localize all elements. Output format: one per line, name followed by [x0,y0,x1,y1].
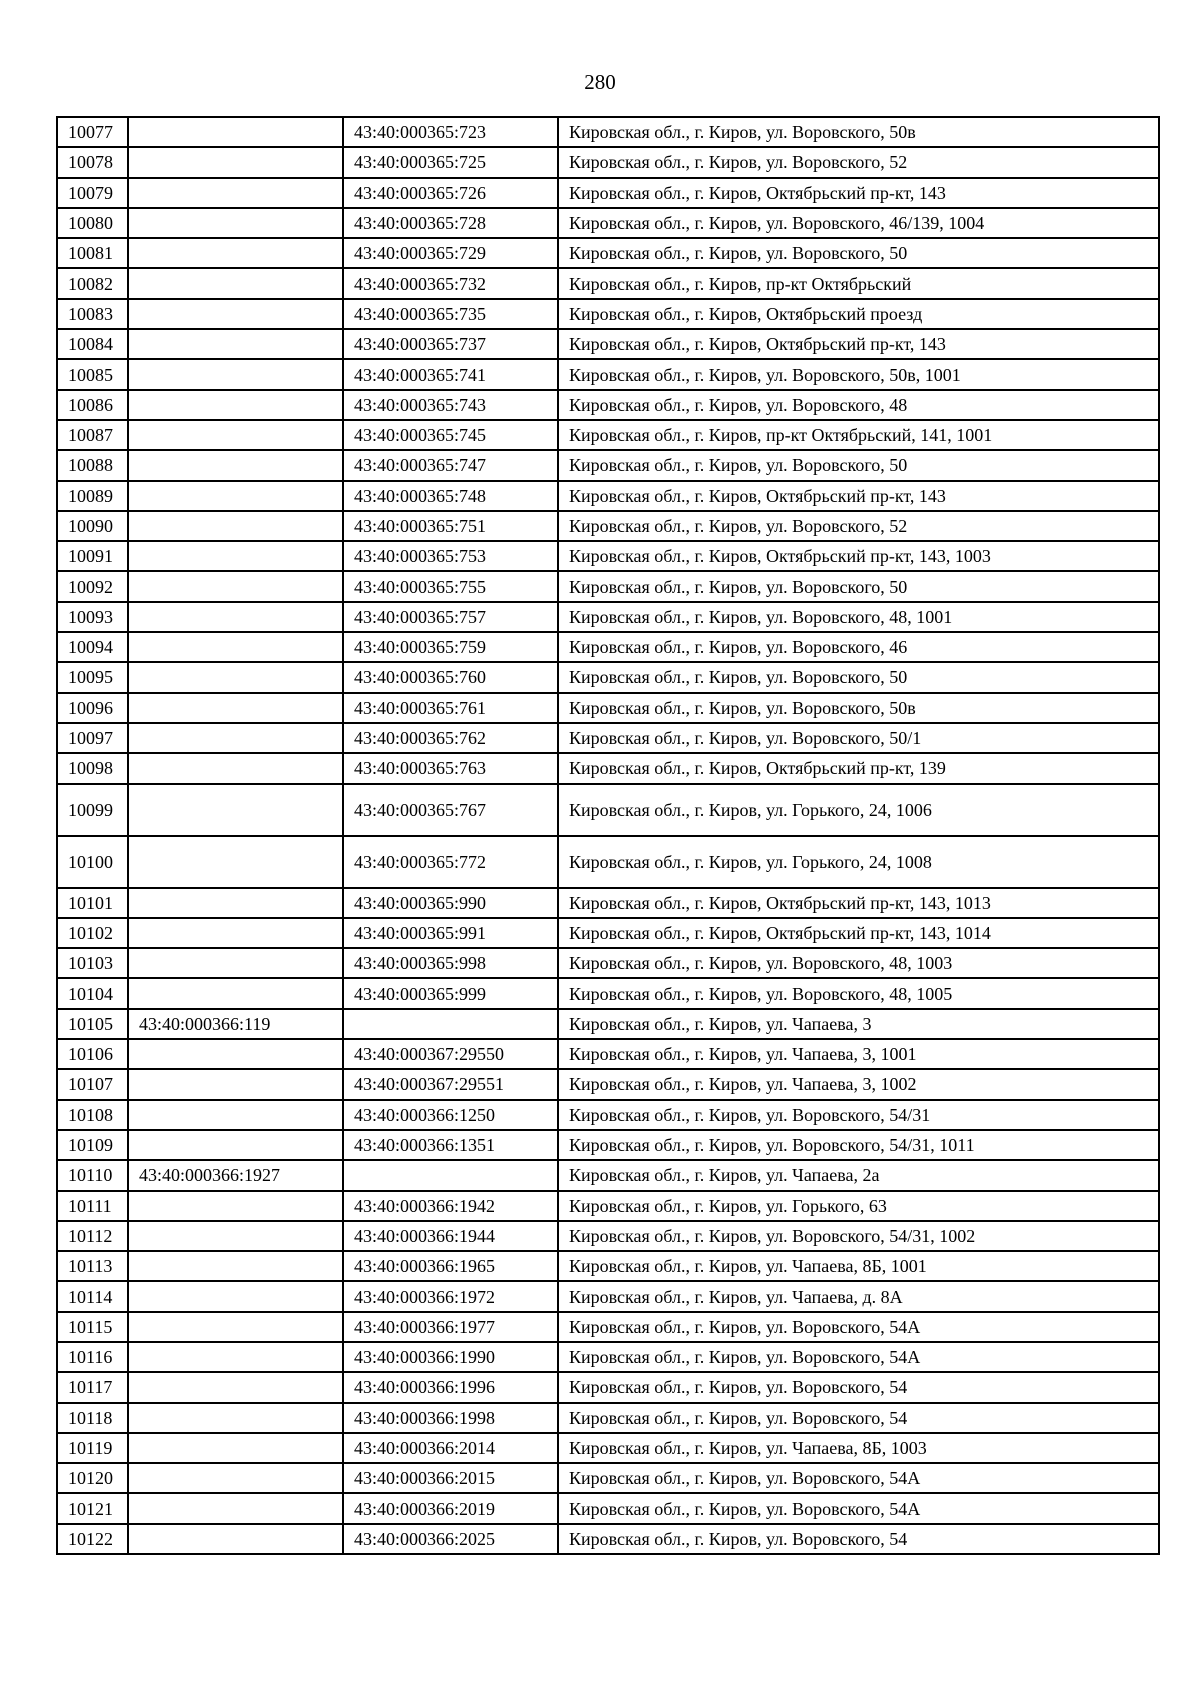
address-cell: Кировская обл., г. Киров, ул. Воровского, 50в [558,117,1159,147]
parcel-number-cell [128,359,343,389]
row-number-cell: 10114 [57,1281,128,1311]
parcel-number-cell [128,117,343,147]
parcel-number-cell [128,784,343,836]
table-row [57,784,1159,836]
parcel-number-cell [128,602,343,632]
table-row [57,390,1159,420]
table-row [57,948,1159,978]
table-row [57,268,1159,298]
object-number-cell: 43:40:000365:729 [343,238,558,268]
object-number-cell: 43:40:000365:755 [343,571,558,601]
parcel-number-cell [128,662,343,692]
address-cell: Кировская обл., г. Киров, ул. Чапаева, 3, 1002 [558,1069,1159,1099]
parcel-number-cell [128,390,343,420]
table-row [57,1069,1159,1099]
row-number-cell: 10083 [57,299,128,329]
parcel-number-cell [128,632,343,662]
page-number: 280 [584,70,616,94]
address-cell: Кировская обл., г. Киров, Октябрьский пр-кт, 143 [558,481,1159,511]
address-cell: Кировская обл., г. Киров, ул. Воровского, 46 [558,632,1159,662]
object-number-cell: 43:40:000365:759 [343,632,558,662]
object-number-cell: 43:40:000366:2014 [343,1433,558,1463]
table-row [57,602,1159,632]
parcel-number-cell [128,723,343,753]
parcel-number-cell [128,1191,343,1221]
row-number-cell: 10120 [57,1463,128,1493]
row-number-cell: 10117 [57,1372,128,1402]
table-row [57,117,1159,147]
object-number-cell: 43:40:000367:29551 [343,1069,558,1099]
address-cell: Кировская обл., г. Киров, Октябрьский пр-кт, 143, 1003 [558,541,1159,571]
address-cell: Кировская обл., г. Киров, ул. Воровского, 48 [558,390,1159,420]
object-number-cell: 43:40:000365:745 [343,420,558,450]
address-cell: Кировская обл., г. Киров, ул. Воровского, 54 [558,1524,1159,1554]
parcel-number-cell [128,1069,343,1099]
object-number-cell: 43:40:000365:735 [343,299,558,329]
address-cell: Кировская обл., г. Киров, ул. Чапаева, 8Б, 1001 [558,1251,1159,1281]
row-number-cell: 10079 [57,178,128,208]
row-number-cell: 10089 [57,481,128,511]
row-number-cell: 10092 [57,571,128,601]
address-cell: Кировская обл., г. Киров, ул. Воровского, 54А [558,1493,1159,1523]
object-number-cell: 43:40:000365:990 [343,888,558,918]
row-number-cell: 10107 [57,1069,128,1099]
address-cell: Кировская обл., г. Киров, ул. Воровского, 50 [558,571,1159,601]
parcel-number-cell [128,1281,343,1311]
row-number-cell: 10096 [57,693,128,723]
address-cell: Кировская обл., г. Киров, ул. Чапаева, д. 8А [558,1281,1159,1311]
table-row [57,1160,1159,1190]
object-number-cell: 43:40:000366:1942 [343,1191,558,1221]
address-cell: Кировская обл., г. Киров, ул. Воровского, 50в, 1001 [558,359,1159,389]
table-row [57,178,1159,208]
address-cell: Кировская обл., г. Киров, ул. Воровского, 54/31, 1002 [558,1221,1159,1251]
table-row [57,481,1159,511]
object-number-cell: 43:40:000365:732 [343,268,558,298]
address-cell: Кировская обл., г. Киров, ул. Чапаева, 8Б, 1003 [558,1433,1159,1463]
object-number-cell: 43:40:000366:1998 [343,1403,558,1433]
row-number-cell: 10115 [57,1312,128,1342]
address-cell: Кировская обл., г. Киров, ул. Воровского, 54 [558,1403,1159,1433]
row-number-cell: 10082 [57,268,128,298]
table-row [57,1312,1159,1342]
table-row [57,662,1159,692]
table-row [57,1100,1159,1130]
object-number-cell: 43:40:000365:763 [343,753,558,783]
table-row [57,329,1159,359]
row-number-cell: 10101 [57,888,128,918]
address-cell: Кировская обл., г. Киров, ул. Воровского, 50 [558,450,1159,480]
row-number-cell: 10119 [57,1433,128,1463]
parcel-number-cell [128,541,343,571]
object-number-cell: 43:40:000365:741 [343,359,558,389]
parcel-number-cell [128,178,343,208]
row-number-cell: 10095 [57,662,128,692]
object-number-cell: 43:40:000365:753 [343,541,558,571]
table-row [57,1039,1159,1069]
object-number-cell: 43:40:000366:1965 [343,1251,558,1281]
address-cell: Кировская обл., г. Киров, Октябрьский проезд [558,299,1159,329]
parcel-number-cell [128,208,343,238]
object-number-cell: 43:40:000367:29550 [343,1039,558,1069]
row-number-cell: 10110 [57,1160,128,1190]
object-number-cell [343,1009,558,1039]
object-number-cell: 43:40:000366:1250 [343,1100,558,1130]
address-cell: Кировская обл., г. Киров, ул. Чапаева, 3 [558,1009,1159,1039]
table-row [57,836,1159,888]
row-number-cell: 10118 [57,1403,128,1433]
object-number-cell: 43:40:000366:1996 [343,1372,558,1402]
table-row [57,1433,1159,1463]
address-cell: Кировская обл., г. Киров, ул. Воровского, 54/31, 1011 [558,1130,1159,1160]
address-cell: Кировская обл., г. Киров, ул. Воровского, 50в [558,693,1159,723]
table-row [57,420,1159,450]
address-cell: Кировская обл., г. Киров, ул. Воровского, 54А [558,1463,1159,1493]
row-number-cell: 10080 [57,208,128,238]
row-number-cell: 10100 [57,836,128,888]
address-cell: Кировская обл., г. Киров, ул. Горького, 24, 1006 [558,784,1159,836]
row-number-cell: 10105 [57,1009,128,1039]
address-cell: Кировская обл., г. Киров, ул. Воровского, 50 [558,238,1159,268]
parcel-number-cell [128,1524,343,1554]
table-row [57,238,1159,268]
row-number-cell: 10090 [57,511,128,541]
parcel-number-cell [128,238,343,268]
object-number-cell: 43:40:000365:772 [343,836,558,888]
parcel-number-cell [128,753,343,783]
row-number-cell: 10086 [57,390,128,420]
table-row [57,1281,1159,1311]
parcel-number-cell [128,1463,343,1493]
table-row [57,1191,1159,1221]
parcel-number-cell [128,268,343,298]
parcel-number-cell [128,1221,343,1251]
parcel-number-cell [128,571,343,601]
address-cell: Кировская обл., г. Киров, ул. Воровского, 54А [558,1312,1159,1342]
address-cell: Кировская обл., г. Киров, пр-кт Октябрьский [558,268,1159,298]
object-number-cell [343,1160,558,1190]
object-number-cell: 43:40:000365:757 [343,602,558,632]
row-number-cell: 10113 [57,1251,128,1281]
object-number-cell: 43:40:000365:761 [343,693,558,723]
row-number-cell: 10112 [57,1221,128,1251]
parcel-number-cell [128,978,343,1008]
row-number-cell: 10097 [57,723,128,753]
address-cell: Кировская обл., г. Киров, пр-кт Октябрьский, 141, 1001 [558,420,1159,450]
address-cell: Кировская обл., г. Киров, ул. Воровского, 54 [558,1372,1159,1402]
object-number-cell: 43:40:000365:725 [343,147,558,177]
table-row [57,541,1159,571]
table-row [57,299,1159,329]
table-row [57,1493,1159,1523]
address-cell: Кировская обл., г. Киров, ул. Воровского, 54А [558,1342,1159,1372]
object-number-cell: 43:40:000365:760 [343,662,558,692]
object-number-cell: 43:40:000365:728 [343,208,558,238]
row-number-cell: 10121 [57,1493,128,1523]
object-number-cell: 43:40:000365:747 [343,450,558,480]
row-number-cell: 10093 [57,602,128,632]
parcel-number-cell [128,1251,343,1281]
table-row [57,450,1159,480]
address-cell: Кировская обл., г. Киров, Октябрьский пр-кт, 143 [558,329,1159,359]
registry-table-body [57,117,1159,1554]
row-number-cell: 10108 [57,1100,128,1130]
table-row [57,1009,1159,1039]
object-number-cell: 43:40:000365:737 [343,329,558,359]
parcel-number-cell [128,481,343,511]
address-cell: Кировская обл., г. Киров, ул. Воровского, 50 [558,662,1159,692]
table-row [57,753,1159,783]
parcel-number-cell [128,1312,343,1342]
parcel-number-cell [128,918,343,948]
address-cell: Кировская обл., г. Киров, ул. Горького, 24, 1008 [558,836,1159,888]
object-number-cell: 43:40:000366:1944 [343,1221,558,1251]
parcel-number-cell [128,836,343,888]
address-cell: Кировская обл., г. Киров, ул. Чапаева, 3, 1001 [558,1039,1159,1069]
table-row [57,1403,1159,1433]
table-row [57,723,1159,753]
parcel-number-cell: 43:40:000366:119 [128,1009,343,1039]
row-number-cell: 10085 [57,359,128,389]
object-number-cell: 43:40:000366:2025 [343,1524,558,1554]
row-number-cell: 10111 [57,1191,128,1221]
object-number-cell: 43:40:000365:751 [343,511,558,541]
row-number-cell: 10116 [57,1342,128,1372]
row-number-cell: 10099 [57,784,128,836]
row-number-cell: 10087 [57,420,128,450]
object-number-cell: 43:40:000365:723 [343,117,558,147]
row-number-cell: 10109 [57,1130,128,1160]
parcel-number-cell [128,329,343,359]
row-number-cell: 10106 [57,1039,128,1069]
row-number-cell: 10102 [57,918,128,948]
object-number-cell: 43:40:000365:767 [343,784,558,836]
parcel-number-cell [128,299,343,329]
row-number-cell: 10104 [57,978,128,1008]
parcel-number-cell [128,1039,343,1069]
row-number-cell: 10081 [57,238,128,268]
object-number-cell: 43:40:000365:743 [343,390,558,420]
table-row [57,511,1159,541]
table-row [57,632,1159,662]
parcel-number-cell [128,511,343,541]
parcel-number-cell [128,450,343,480]
registry-table [56,116,1160,1555]
object-number-cell: 43:40:000366:1351 [343,1130,558,1160]
parcel-number-cell [128,888,343,918]
row-number-cell: 10078 [57,147,128,177]
table-row [57,1221,1159,1251]
row-number-cell: 10088 [57,450,128,480]
row-number-cell: 10094 [57,632,128,662]
object-number-cell: 43:40:000365:748 [343,481,558,511]
address-cell: Кировская обл., г. Киров, Октябрьский пр-кт, 143 [558,178,1159,208]
row-number-cell: 10084 [57,329,128,359]
address-cell: Кировская обл., г. Киров, Октябрьский пр-кт, 139 [558,753,1159,783]
row-number-cell: 10103 [57,948,128,978]
object-number-cell: 43:40:000366:2015 [343,1463,558,1493]
table-row [57,918,1159,948]
table-row [57,1463,1159,1493]
table-row [57,147,1159,177]
address-cell: Кировская обл., г. Киров, ул. Воровского, 48, 1003 [558,948,1159,978]
address-cell: Кировская обл., г. Киров, Октябрьский пр-кт, 143, 1013 [558,888,1159,918]
parcel-number-cell [128,1493,343,1523]
table-row [57,1524,1159,1554]
address-cell: Кировская обл., г. Киров, ул. Воровского, 52 [558,147,1159,177]
parcel-number-cell [128,948,343,978]
table-row [57,359,1159,389]
parcel-number-cell: 43:40:000366:1927 [128,1160,343,1190]
address-cell: Кировская обл., г. Киров, ул. Воровского, 52 [558,511,1159,541]
row-number-cell: 10122 [57,1524,128,1554]
object-number-cell: 43:40:000365:999 [343,978,558,1008]
table-row [57,571,1159,601]
address-cell: Кировская обл., г. Киров, ул. Воровского, 48, 1005 [558,978,1159,1008]
parcel-number-cell [128,1130,343,1160]
address-cell: Кировская обл., г. Киров, ул. Воровского, 46/139, 1004 [558,208,1159,238]
object-number-cell: 43:40:000366:2019 [343,1493,558,1523]
parcel-number-cell [128,1403,343,1433]
object-number-cell: 43:40:000365:726 [343,178,558,208]
object-number-cell: 43:40:000366:1977 [343,1312,558,1342]
parcel-number-cell [128,1100,343,1130]
address-cell: Кировская обл., г. Киров, ул. Чапаева, 2а [558,1160,1159,1190]
address-cell: Кировская обл., г. Киров, Октябрьский пр-кт, 143, 1014 [558,918,1159,948]
object-number-cell: 43:40:000365:762 [343,723,558,753]
object-number-cell: 43:40:000366:1972 [343,1281,558,1311]
table-row [57,1372,1159,1402]
object-number-cell: 43:40:000366:1990 [343,1342,558,1372]
parcel-number-cell [128,420,343,450]
table-row [57,888,1159,918]
row-number-cell: 10077 [57,117,128,147]
table-row [57,693,1159,723]
object-number-cell: 43:40:000365:998 [343,948,558,978]
address-cell: Кировская обл., г. Киров, ул. Воровского, 50/1 [558,723,1159,753]
address-cell: Кировская обл., г. Киров, ул. Воровского, 48, 1001 [558,602,1159,632]
parcel-number-cell [128,1342,343,1372]
row-number-cell: 10091 [57,541,128,571]
table-row [57,208,1159,238]
parcel-number-cell [128,693,343,723]
object-number-cell: 43:40:000365:991 [343,918,558,948]
address-cell: Кировская обл., г. Киров, ул. Горького, 63 [558,1191,1159,1221]
table-row [57,1130,1159,1160]
table-row [57,978,1159,1008]
parcel-number-cell [128,1372,343,1402]
row-number-cell: 10098 [57,753,128,783]
table-row [57,1251,1159,1281]
parcel-number-cell [128,147,343,177]
table-row [57,1342,1159,1372]
parcel-number-cell [128,1433,343,1463]
address-cell: Кировская обл., г. Киров, ул. Воровского, 54/31 [558,1100,1159,1130]
